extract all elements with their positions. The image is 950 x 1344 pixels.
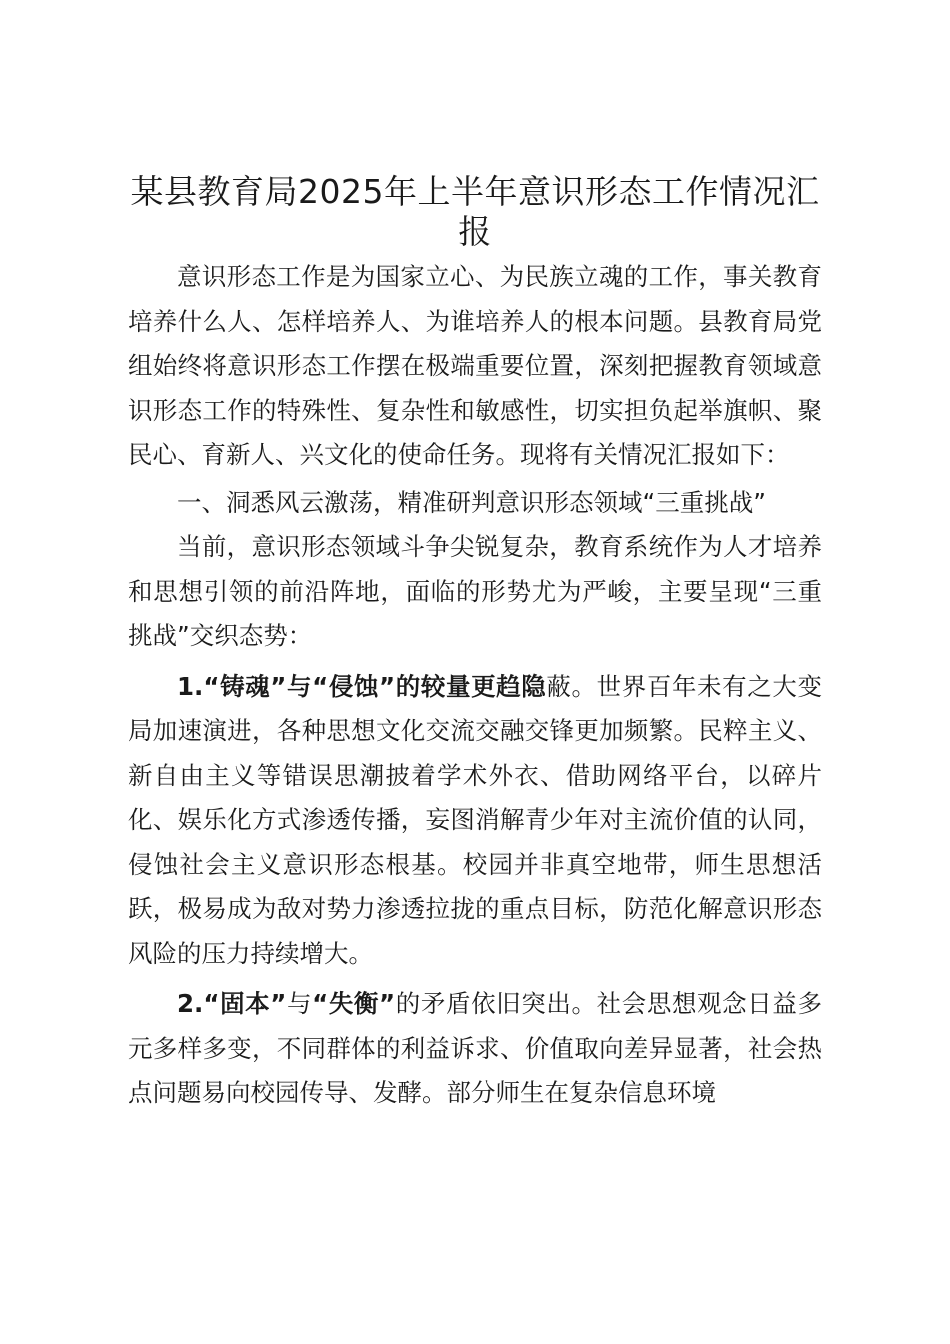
point-1-paragraph xyxy=(128,665,822,977)
document-title: 某县教育局2025年上半年意识形态工作情况汇报 xyxy=(130,172,820,251)
section-1-intro-paragraph: 当前，意识形态领域斗争尖锐复杂，教育系统作为人才培养和思想引领的前沿阵地，面临的形势尤为严峻，主要呈现“三重挑战”交织态势： xyxy=(128,532,822,650)
document-page xyxy=(128,172,822,1116)
intro-paragraph: 意识形态工作是为国家立心、为民族立魂的工作，事关教育培养什么人、怎样培养人、为谁培养人的根本问题。县教育局党组始终将意识形态工作摆在极端重要位置，深刻把握教育领域意识形态工作的特殊性、复杂性和敏感性，切实担负起举旗帜、聚民心、育新人、兴文化的使命任务。现将有关情况汇报如下： xyxy=(128,262,822,469)
point-2-lead-b: “失衡” xyxy=(312,989,396,1018)
section-1-heading: 一、洞悉风云激荡，精准研判意识形态领域“三重挑战” xyxy=(177,487,766,517)
point-2-lead-a: 2.“固本” xyxy=(177,989,287,1018)
point-1-lead: 1.“铸魂”与“侵蚀”的较量更趋隐 xyxy=(177,671,547,701)
point-2-connector: 与 xyxy=(286,989,313,1018)
point-1-body: 蔽。世界百年未有之大变局加速演进，各种思想文化交流交融交锋更加频繁。民粹主义、新自由主义等错误思潮披着学术外衣、借助网络平台，以碎片化、娱乐化方式渗透传播，妄图消解青少年对主流价值的认同，侵蚀社会主义意识形态根基。校园并非真空地带，师生思想活跃，极易成为敌对势力渗透拉拢的重点目标，防范化解意识形态风险的压力持续增大。 xyxy=(128,671,822,968)
point-2-body: 的矛盾依旧突出。社会思想观念日益多元多样多变，不同群体的利益诉求、价值取向差异显著，社会热点问题易向校园传导、发酵。部分师生在复杂信息环境 xyxy=(128,989,822,1107)
point-2-paragraph xyxy=(128,982,822,1116)
